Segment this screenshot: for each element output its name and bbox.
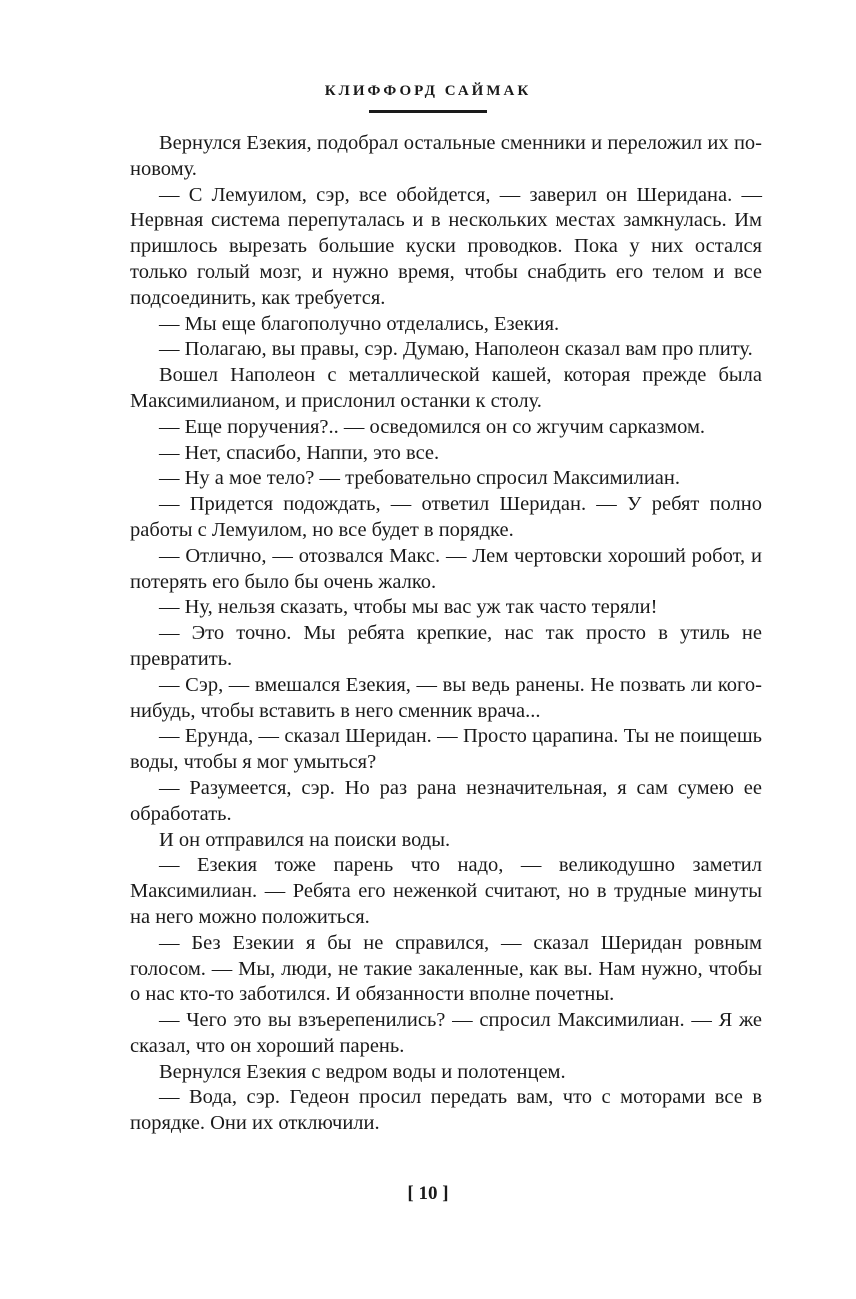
paragraph: — Полагаю, вы правы, сэр. Думаю, Наполеон сказал вам про плиту. (159, 338, 753, 361)
paragraph: — Нет, спасибо, Наппи, это все. (159, 441, 440, 464)
paragraph: — Мы еще благополучно отделались, Езекия. (159, 312, 560, 335)
paragraph: — Разумеется, сэр. Но раз рана незначительная, я сам сумею ее обработать. (130, 776, 762, 825)
running-head: КЛИФФОРД САЙМАК (324, 83, 532, 99)
paragraph: — Чего это вы взъерепенились? — спросил Максимилиан. — Я же сказал, что он хороший парень. (130, 1009, 762, 1057)
paragraph: — Еще поручения?.. — осведомился он со жгучим сарказмом. (159, 415, 706, 438)
paragraph: — Вода, сэр. Гедеон просил передать вам, что с моторами все в порядке. Они их отключили. (130, 1086, 762, 1135)
paragraph: Вошел Наполеон с металлической кашей, которая прежде была Максимилианом, и прислонил останки к столу. (130, 364, 762, 412)
header-rule (369, 110, 487, 113)
paragraph: — Это точно. Мы ребята крепкие, нас так просто в утиль не превратить. (130, 622, 762, 670)
paragraph: И он отправился на поиски воды. (159, 828, 451, 851)
paragraph: — Отлично, — отозвался Макс. — Лем чертовски хороший робот, и потерять его было бы очень жалко. (130, 544, 762, 593)
body-text (130, 131, 762, 1137)
paragraph: — С Лемуилом, сэр, все обойдется, — заверил он Шеридана. — Нервная система перепуталась и в нескольких местах замкнулась. Им пришлось вырезать большие куски проводков. Пока у них остался только голый мозг, и нужно время, чтобы снабдить его телом и все подсоединить, как требуется. (130, 183, 762, 309)
paragraph: — Сэр, — вмешался Езекия, — вы ведь ранены. Не позвать ли кого-нибудь, чтобы вставить в него сменник врача... (130, 673, 762, 722)
paragraph: Вернулся Езекия с ведром воды и полотенцем. (159, 1060, 566, 1083)
paragraph: — Езекия тоже парень что надо, — великодушно заметил Максимилиан. — Ребята его неженкой считают, но в трудные минуты на него можно положиться. (130, 854, 762, 928)
paragraph: Вернулся Езекия, подобрал остальные сменники и переложил их по-новому. (130, 132, 762, 180)
paragraph: — Без Езекии я бы не справился, — сказал Шеридан ровным голосом. — Мы, люди, не такие закаленные, как вы. Нам нужно, чтобы о нас кто-то заботился. И обязанности вполне почетны. (130, 931, 762, 1006)
page-number: [ 10 ] (407, 1183, 449, 1204)
paragraph: — Ерунда, — сказал Шеридан. — Просто царапина. Ты не поищешь воды, чтобы я мог умыться? (130, 725, 762, 774)
paragraph: — Ну, нельзя сказать, чтобы мы вас уж так часто теряли! (159, 596, 658, 619)
paragraph: — Придется подождать, — ответил Шеридан. — У ребят полно работы с Лемуилом, но все будет в порядке. (130, 493, 762, 541)
paragraph: — Ну а мое тело? — требовательно спросил Максимилиан. (159, 467, 680, 490)
